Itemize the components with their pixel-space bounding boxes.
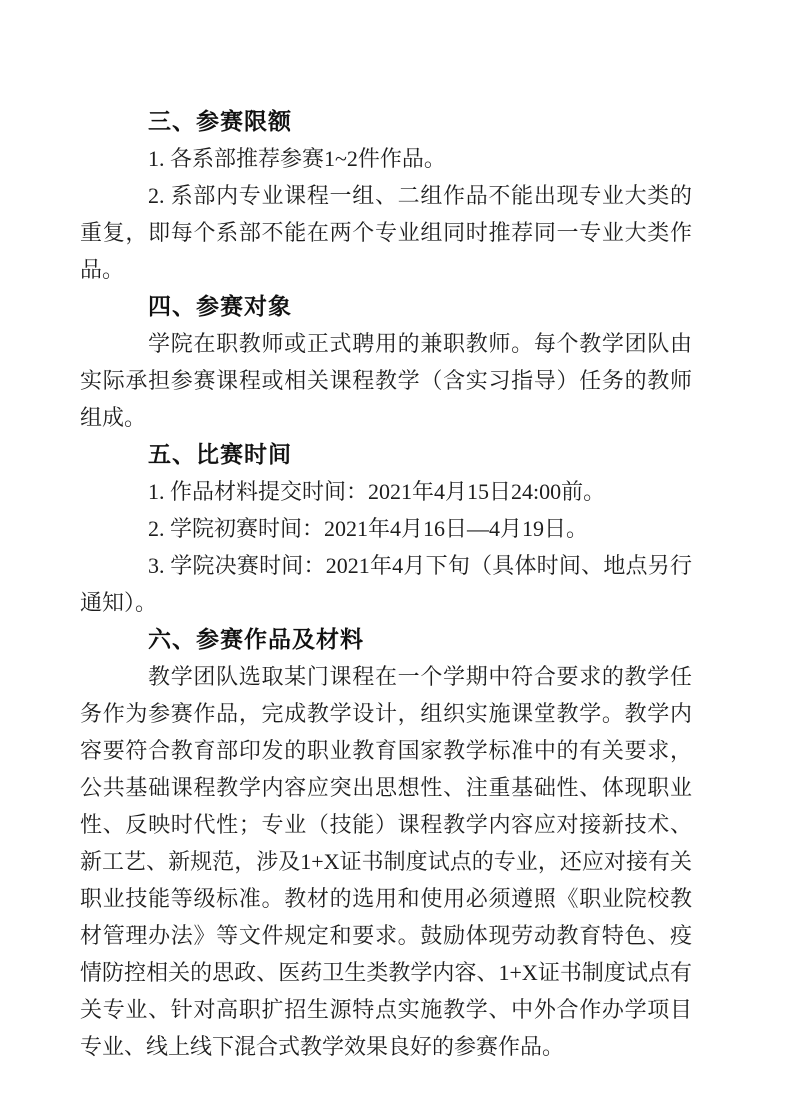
paragraph: 学院在职教师或正式聘用的兼职教师。每个教学团队由实际承担参赛课程或相关课程教学（含实习指导）任务的教师组成。 [80,331,692,430]
section-heading: 三、参赛限额 [148,108,292,134]
paragraph: 2. 系部内专业课程一组、二组作品不能出现专业大类的重复，即每个系部不能在两个专业组同时推荐同一专业大类作品。 [80,183,692,282]
paragraph: 3. 学院决赛时间：2021年4月下旬（具体时间、地点另行通知）。 [80,553,692,615]
paragraph: 1. 作品材料提交时间：2021年4月15日24:00前。 [148,479,606,504]
section-heading: 四、参赛对象 [148,293,292,319]
paragraph: 1. 各系部推荐参赛1~2件作品。 [148,146,446,171]
paragraph: 2. 学院初赛时间：2021年4月16日—4月19日。 [148,516,589,541]
section-heading: 六、参赛作品及材料 [148,626,364,652]
document-body [80,103,692,1065]
section-heading: 五、比赛时间 [148,441,292,467]
paragraph: 教学团队选取某门课程在一个学期中符合要求的教学任务作为参赛作品，完成教学设计，组织实施课堂教学。教学内容要符合教育部印发的职业教育国家教学标准中的有关要求，公共基础课程教学内容应突出思想性、注重基础性、体现职业性、反映时代性；专业（技能）课程教学内容应对接新技术、新工艺、新规范，涉及1+X证书制度试点的专业，还应对接有关职业技能等级标准。教材的选用和使用必须遵照《职业院校教材管理办法》等文件规定和要求。鼓励体现劳动教育特色、疫情防控相关的思政、医药卫生类教学内容、1+X证书制度试点有关专业、针对高职扩招生源特点实施教学、中外合作办学项目专业、线上线下混合式教学效果良好的参赛作品。 [80,664,692,1059]
